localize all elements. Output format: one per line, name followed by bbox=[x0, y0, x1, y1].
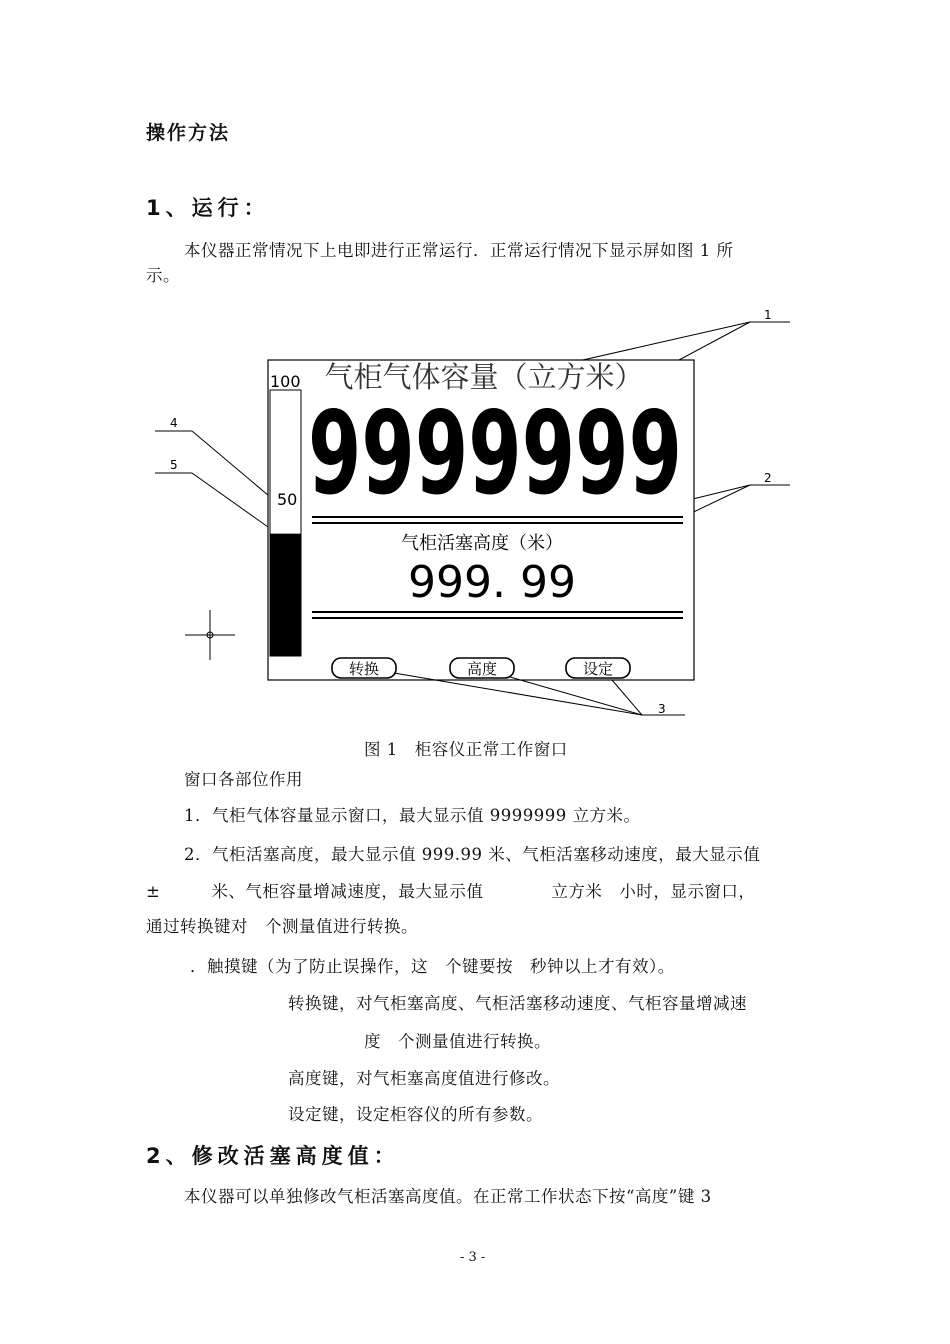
switch-button-label: 转换 bbox=[348, 660, 380, 678]
item-2-line2: ± 米、气柜容量增减速度，最大显示值 立方米 小时，显示窗口， bbox=[146, 882, 756, 901]
parts-title: 窗口各部位作用 bbox=[184, 770, 303, 789]
item-2-line1: 2．气柜活塞高度，最大显示值 999.99 米、气柜活塞移动速度，最大显示值 bbox=[184, 845, 761, 864]
height-button-label: 高度 bbox=[466, 660, 498, 678]
key-1-line1: 转换键，对气柜塞高度、气柜活塞移动速度、气柜容量增减速 bbox=[288, 994, 747, 1013]
key-3: 设定键，设定柜容仪的所有参数。 bbox=[288, 1105, 543, 1124]
section-1-intro-line1: 本仪器正常情况下上电即进行正常运行．正常运行情况下显示屏如图 1 所 bbox=[184, 241, 734, 260]
figure-1-display-diagram bbox=[150, 305, 800, 730]
item-1: 1．气柜气体容量显示窗口，最大显示值 9999999 立方米。 bbox=[184, 806, 641, 825]
section-2-title: 2、修改活塞高度值： bbox=[146, 1144, 400, 1168]
callout-2-label: 2 bbox=[764, 471, 772, 485]
item-3: ．触摸键（为了防止误操作，这 个键要按 秒钟以上才有效）。 bbox=[190, 957, 675, 976]
settings-button-label: 设定 bbox=[582, 660, 614, 678]
callout-3-label: 3 bbox=[658, 702, 666, 716]
piston-height-title: 气柜活塞高度（米） bbox=[401, 533, 563, 554]
figure-caption: 图 1 柜容仪正常工作窗口 bbox=[364, 740, 568, 759]
item-2-line3: 通过转换键对 个测量值进行转换。 bbox=[146, 917, 418, 936]
callout-1-label: 1 bbox=[764, 308, 772, 322]
crosshair-icon bbox=[185, 610, 235, 660]
callout-5-label: 5 bbox=[170, 458, 178, 472]
key-1-line2: 度 个测量值进行转换。 bbox=[364, 1032, 551, 1051]
page-number: - 3 - bbox=[460, 1250, 486, 1265]
bar-label-50: 50 bbox=[277, 490, 298, 509]
section-1-title: 1、运行： bbox=[146, 196, 270, 220]
section-2-line1: 本仪器可以单独修改气柜活塞高度值。在正常工作状态下按“高度”键 3 bbox=[184, 1187, 712, 1206]
gas-volume-value: 9999999 bbox=[308, 387, 682, 520]
key-2: 高度键，对气柜塞高度值进行修改。 bbox=[288, 1069, 560, 1088]
level-bar-fill bbox=[270, 534, 301, 656]
screen-title: 气柜气体容量（立方米） bbox=[324, 360, 644, 394]
piston-height-value: 999. 99 bbox=[408, 557, 576, 608]
page-heading: 操作方法 bbox=[146, 122, 231, 144]
section-1-intro-line2: 示。 bbox=[146, 266, 180, 285]
callout-4-label: 4 bbox=[170, 416, 178, 430]
bar-label-100: 100 bbox=[270, 372, 301, 391]
